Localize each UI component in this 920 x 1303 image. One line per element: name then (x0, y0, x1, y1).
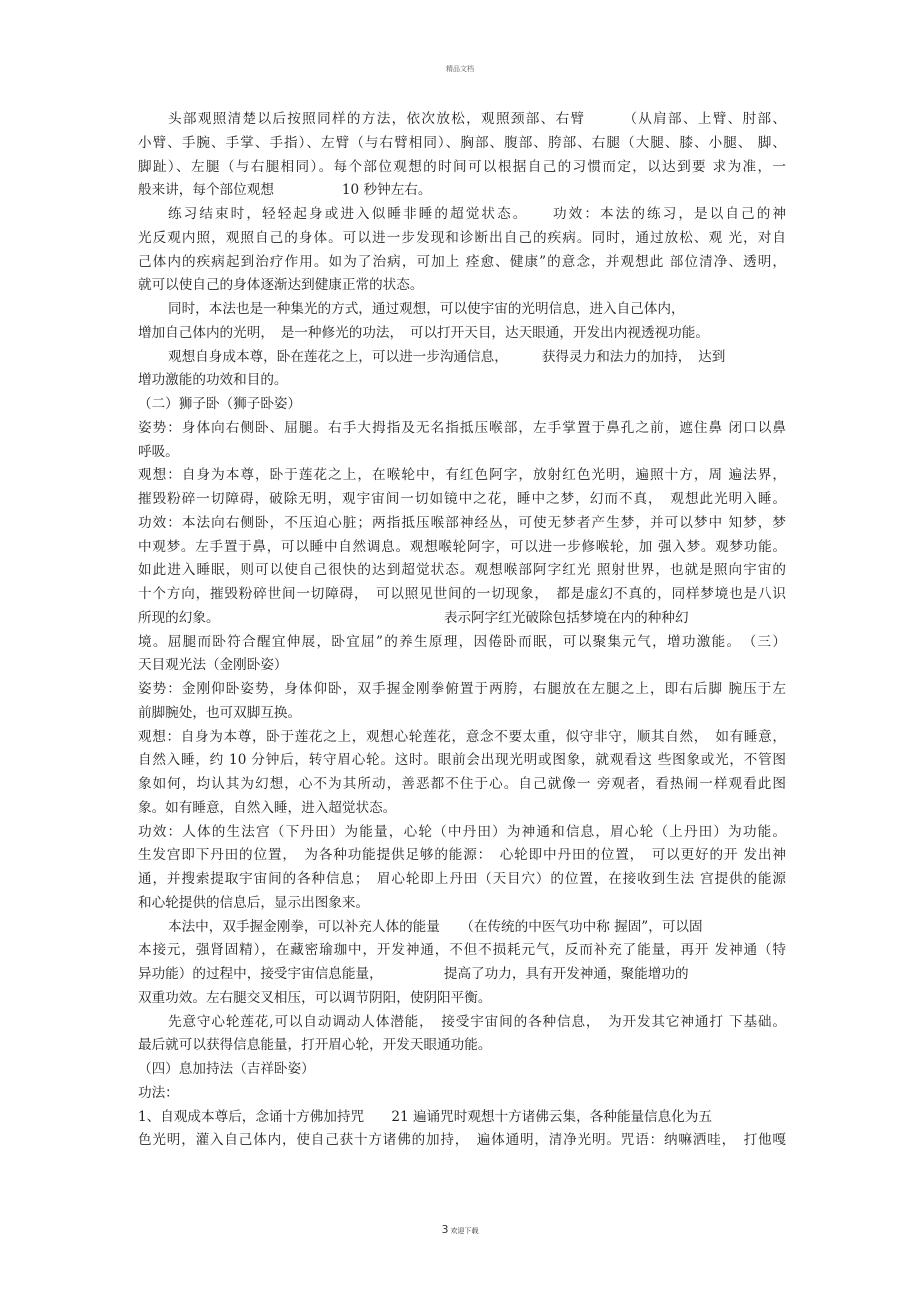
text-line: 脚趾）、左腿（与右腿相同）。每个部位观想的时间可以根据自己的习惯而定，以达到要 求为准，一 (138, 158, 786, 175)
text-line: 姿势：身体向右侧卧、屈腿。右手大拇指及无名指抵压喉部，左手掌置于鼻孔之前，遮住鼻 闭口以鼻 (138, 419, 786, 436)
text-line: 练习结束时，轻轻起身或进入似睡非睡的超觉状态。 功效：本法的练习，是以自己的神 (168, 206, 786, 222)
page-number: 3 (441, 1223, 449, 1236)
text-line: 象如何，均认其为幻想，心不为其所动，善恶都不住于心。自己就像一 旁观者，看热闹一样观看此图 (138, 776, 786, 792)
footer-text: 欢迎下载 (450, 1227, 479, 1235)
text-line: 所现的幻象。 表示阿字红光破除包括梦境在内的种种幻 (138, 609, 689, 626)
text-line: 双重功效。左右腿交叉相压，可以调节阴阳，使阴阳平衡。 (138, 989, 492, 1006)
text-line: 头部观照清楚以后按照同样的方法，依次放松，观照颈部、右臂 （从肩部、上臂、肘部、 (168, 111, 786, 127)
text-line: 观想：自身为本尊，卧于莲花之上，在喉轮中，有红色阿字，放射红色光明，遍照十方，周 遍法界， (138, 467, 786, 484)
text-line: 自然入睡，约 10 分钟后，转守眉心轮。这时。眼前会出现光明或图象，就观看这 些图象或光，不管图 (138, 752, 786, 769)
text-line: 呼吸。 (138, 443, 179, 460)
document-body (138, 108, 786, 1153)
text-line: 和心轮提供的信息后，显示出图象来。 (138, 894, 370, 911)
text-line: 先意守心轮莲花,可以自动调动人体潜能， 接受宇宙间的各种信息， 为开发其它神通打 下基础。 (168, 1013, 786, 1030)
text-line: 异功能）的过程中，接受宇宙信息能量， 提高了功力，具有开发神通，聚能增功的 (138, 966, 689, 982)
text-line: 1、自观成本尊后，念诵十方佛加持咒 21 遍诵咒时观想十方诸佛云集，各种能量信息化为五 (138, 1108, 713, 1125)
text-line: 中观梦。左手置于鼻，可以睡中自然调息。观想喉轮阿字，可以进一步修喉轮，加 强入梦。观梦功能。 (138, 538, 786, 555)
text-line: （四）息加持法（吉祥卧姿） (138, 1061, 315, 1077)
page-header: 精品文档 (446, 65, 474, 73)
text-line: 就可以使自己的身体逐渐达到健康正常的状态。 (138, 277, 424, 294)
text-line: 如此进入睡眠，则可以使自己很快的达到超觉状态。观想喉部阿字红光 照射世界，也就是照向宇宙的 (138, 562, 786, 579)
text-line: 般来讲，每个部位观想 10 秒钟左右。 (138, 182, 432, 199)
text-line: 色光明，灌入自己体内，使自己获十方诸佛的加持， 遍体通明，清净光明。咒语：纳嘛洒哇， 打他嘎 (138, 1132, 786, 1149)
text-line: 本接元，强肾固精），在藏密瑜珈中，开发神通，不但不损耗元气，反而补充了能量，再开 发神通（特 (138, 942, 786, 959)
text-line: 最后就可以获得信息能量，打开眉心轮，开发天眼通功能。 (138, 1037, 492, 1054)
text-line: 光反观内照，观照自己的身体。可以进一步发现和诊断出自己的疾病。同时，通过放松、观 光，对自 (138, 229, 786, 246)
text-line: 观想自身成本尊，卧在莲花之上，可以进一步沟通信息， 获得灵力和法力的加持， 达到 (168, 348, 726, 365)
text-line: 生发宫即下丹田的位置， 为各种功能提供足够的能源： 心轮即中丹田的位置， 可以更好的开 发出神 (138, 847, 786, 864)
text-line: 增加自己体内的光明， 是一种修光的功法， 可以打开天目，达天眼通，开发出内视透视功能。 (138, 324, 709, 341)
text-line: 天目观光法（金刚卧姿） (138, 657, 288, 674)
text-line: 小臂、手腕、手掌、手指）、左臂（与右臂相同）、胸部、腹部、胯部、右腿（大腿、膝、小腿、 脚、 (138, 134, 786, 151)
text-line: 本法中，双手握金刚拳，可以补充人体的能量 （在传统的中医气功中称 握固”，可以固 (168, 918, 703, 935)
text-line: 同时，本法也是一种集光的方式，通过观想，可以使宇宙的光明信息，进入自己体内， (168, 301, 685, 317)
text-line: 象。如有睡意，自然入睡，进入超觉状态。 (138, 799, 397, 816)
text-line: 增功激能的功效和目的。 (138, 372, 288, 389)
text-line: 十个方向，摧毁粉碎世间一切障碍， 可以照见世间的一切现象， 都是虚幻不真的，同样梦境也是八识 (138, 586, 786, 602)
text-line: 功效：本法向右侧卧，不压迫心脏；两指抵压喉部神经丛，可使无梦者产生梦，并可以梦中 知梦，梦 (138, 514, 786, 531)
text-line: 功法： (138, 1084, 179, 1101)
text-line: （二）狮子卧（狮子卧姿） (138, 396, 302, 412)
page-footer (0, 1218, 920, 1237)
text-line: 境。屈腿而卧符合醒宜伸展，卧宜屈”的养生原理，因倦卧而眠，可以聚集元气，增功激能。 （三） (138, 633, 786, 650)
text-line: 通，并搜索提取宇宙间的各种信息； 眉心轮即上丹田（天目穴）的位置，在接收到生法 宫提供的能源 (138, 871, 786, 887)
text-line: 己体内的疾病起到治疗作用。如为了治病，可加上 痊愈、健康”的意念，并观想此 部位清净、透明， (138, 253, 786, 270)
text-line: 观想：自身为本尊，卧于莲花之上，观想心轮莲花，意念不要太重，似守非守，顺其自然， 如有睡意， (138, 728, 786, 745)
text-line: 前脚腕处，也可双脚互换。 (138, 704, 302, 721)
text-line: 姿势：金刚仰卧姿势，身体仰卧，双手握金刚拳俯置于两胯，右腿放在左腿之上，即右后脚 腕压于左 (138, 681, 786, 697)
text-line: 功效：人体的生法宫（下丹田）为能量，心轮（中丹田）为神通和信息，眉心轮（上丹田）为功能。 (138, 823, 786, 840)
text-line: 摧毁粉碎一切障碍，破除无明，观宇宙间一切如镜中之花，睡中之梦，幻而不真， 观想此光明入睡。 (138, 491, 786, 507)
